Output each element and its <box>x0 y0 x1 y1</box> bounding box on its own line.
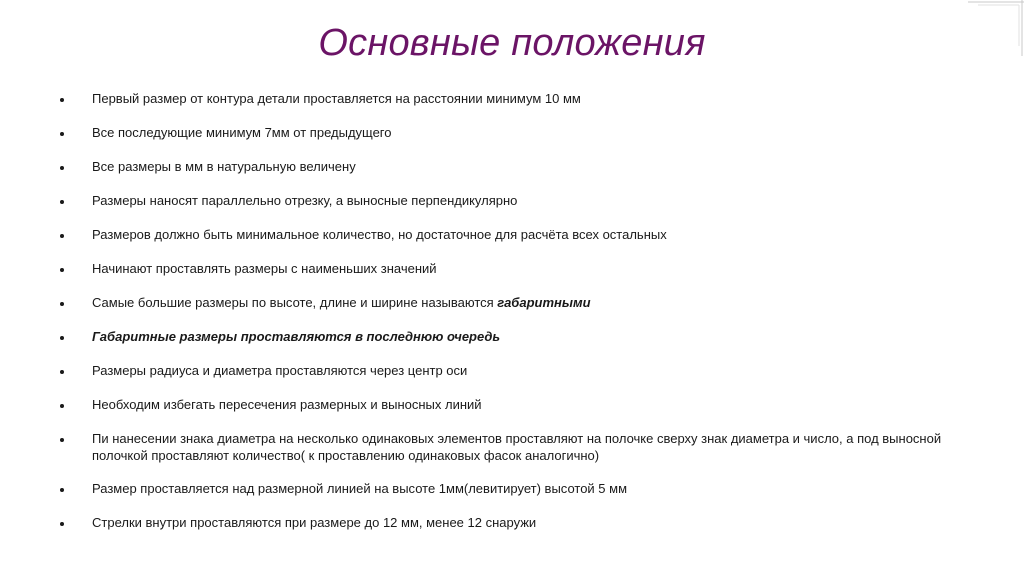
bullet-text: Все размеры в мм в натуральную величену <box>92 159 356 174</box>
bullet-icon <box>58 362 92 379</box>
list-item <box>58 90 978 108</box>
list-item <box>58 480 978 498</box>
bullet-text: Размеры радиуса и диаметра проставляются через центр оси <box>92 363 468 378</box>
bullet-text: Стрелки внутри проставляются при размере до 12 мм, менее 12 снаружи <box>92 515 537 530</box>
bullet-text: Первый размер от контура детали проставляется на расстоянии минимум 10 мм <box>92 91 581 106</box>
list-item <box>58 158 978 176</box>
bullet-icon <box>58 430 92 447</box>
list-item <box>58 294 978 312</box>
bullet-text: Все последующие минимум 7мм от предыдущего <box>92 125 392 140</box>
bullet-text: Размеров должно быть минимальное количество, но достаточное для расчёта всех остальных <box>92 227 667 242</box>
bullet-icon <box>58 396 92 413</box>
bullet-icon <box>58 480 92 497</box>
list-item <box>58 430 978 464</box>
bullet-text: Размеры наносят параллельно отрезку, а выносные перпендикулярно <box>92 193 518 208</box>
bullet-list <box>58 90 978 548</box>
bullet-icon <box>58 226 92 243</box>
list-item <box>58 328 978 346</box>
bullet-icon <box>58 260 92 277</box>
bullet-icon <box>58 158 92 175</box>
list-item <box>58 362 978 380</box>
bullet-text <box>92 294 978 311</box>
bullet-text: Начинают проставлять размеры с наименьших значений <box>92 261 437 276</box>
slide-title: Основные положения <box>318 22 706 64</box>
list-item <box>58 226 978 244</box>
bullet-text: Размер проставляется над размерной линией на высоте 1мм(левитирует) высотой 5 мм <box>92 481 628 496</box>
bullet-icon <box>58 514 92 531</box>
bullet-icon <box>58 192 92 209</box>
list-item <box>58 260 978 278</box>
bullet-icon <box>58 328 92 345</box>
bullet-icon <box>58 90 92 107</box>
list-item <box>58 124 978 142</box>
bullet-icon <box>58 294 92 311</box>
bullet-text-plain: Самые большие размеры по высоте, длине и ширине называются <box>92 295 498 310</box>
bullet-text: Необходим избегать пересечения размерных и выносных линий <box>92 397 482 412</box>
bullet-text: Пи нанесении знака диаметра на несколько одинаковых элементов проставляют на полочке сверху знак диаметра и число, а под выносной полочкой проставляют количество( к проставлению одинаковых фасок аналогично) <box>92 431 942 463</box>
list-item <box>58 396 978 414</box>
list-item <box>58 514 978 532</box>
bullet-icon <box>58 124 92 141</box>
bullet-text-emphasis: габаритными <box>497 295 591 310</box>
list-item <box>58 192 978 210</box>
bullet-text-emphasis: Габаритные размеры проставляются в последнюю очередь <box>92 329 501 344</box>
